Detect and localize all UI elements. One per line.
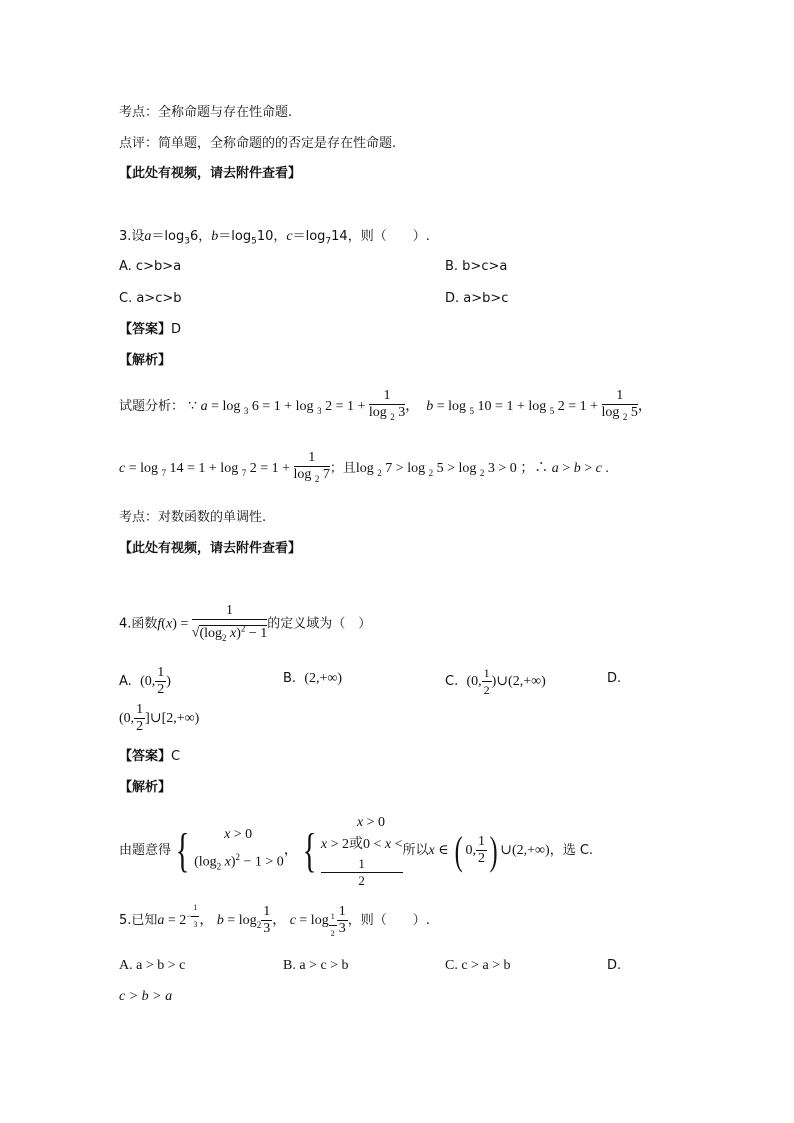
- q4-analysis-line: 由题意得{ x > 0 ($\log_2$ x)$^2$ − 1 > 0 ，{ x > 0 x > 2或0 < x < 1 2 所以x ∈ ( 0, $\frac{1}{2}$ ) ∪(2,+∞)，选 C.: [119, 815, 594, 888]
- kaodian-line-1: 考点：全称命题与存在性命题.: [119, 105, 293, 120]
- q3-analysis-tag: 【解析】: [119, 353, 172, 368]
- q3-analysis-line-1: 试题分析： ∵ a = log $_3$ 6 = 1 + log $_3$ 2 = 1 + $\frac{1}{\log _2 3}$ ， b = log $_5$ 10 = 1 + log $_5$ 2 = 1 + $\frac{1}{\log _2 5}$ ，: [119, 388, 652, 422]
- q3-analysis-line-2: c = log $_7$ 14 = 1 + log $_7$ 2 = 1 + $\frac{1}{\log _2 7}$ ；且log $_2$ 7 > log $_2$ 5 > log $_2$ 3 > 0 ；∴ a > b > c .: [119, 450, 609, 484]
- q3-answer: 【答案】D: [119, 322, 182, 337]
- q3-option-a: A. c>b>a: [119, 259, 182, 274]
- q4-analysis-tag: 【解析】: [119, 780, 172, 795]
- kaodian-line-3: 考点：对数函数的单调性.: [119, 510, 267, 525]
- q3-option-c: C. a>c>b: [119, 291, 182, 306]
- q5-option-d: c > b > a: [119, 989, 173, 1004]
- video-note-3: 【此处有视频，请去附件查看】: [119, 541, 302, 556]
- q4-option-a: A. (0, $\frac{1}{2}$ ): [119, 665, 171, 697]
- q5-option-c: C. c > a > b: [445, 958, 511, 973]
- q4-option-c: C. (0, $\frac{1}{2}$ )∪(2,+∞): [445, 666, 546, 697]
- video-note-1: 【此处有视频，请去附件查看】: [119, 166, 302, 181]
- dianping-line-1: 点评：简单题，全称命题的的否定是存在性命题.: [119, 136, 397, 151]
- q3-option-d: D. a>b>c: [445, 291, 509, 306]
- q5-stem: 5.已知$a = 2^{- \frac{1}{3}}$ ， $b = \log_2$ $\frac{1}{3}$ ， c = log $_{\frac{1}{2}}$ $\frac{1}{3}$ ，则（ ）.: [119, 900, 430, 942]
- q5-option-b: B. a > c > b: [283, 958, 349, 973]
- q4-answer: 【答案】C: [119, 749, 181, 764]
- q5-option-d-label: D.: [607, 958, 622, 973]
- q4-option-b: B. (2,+∞): [283, 671, 343, 686]
- q4-option-d-label: D.: [607, 671, 622, 686]
- q4-option-d: (0, $\frac{1}{2}$ ]∪[2,+∞): [119, 702, 200, 734]
- q3-option-b: B. b>c>a: [445, 259, 508, 274]
- q5-option-a: A. a > b > c: [119, 958, 186, 973]
- q3-stem: 3.设$a=\log_36$，$b=\log_510$，$c=\log_714$，则（ ）.: [119, 229, 430, 247]
- q4-stem: 4.函数f(x) = $\frac{1}{√(\log_2 x)^2 - 1}$ 的定义域为（ ）: [119, 603, 372, 643]
